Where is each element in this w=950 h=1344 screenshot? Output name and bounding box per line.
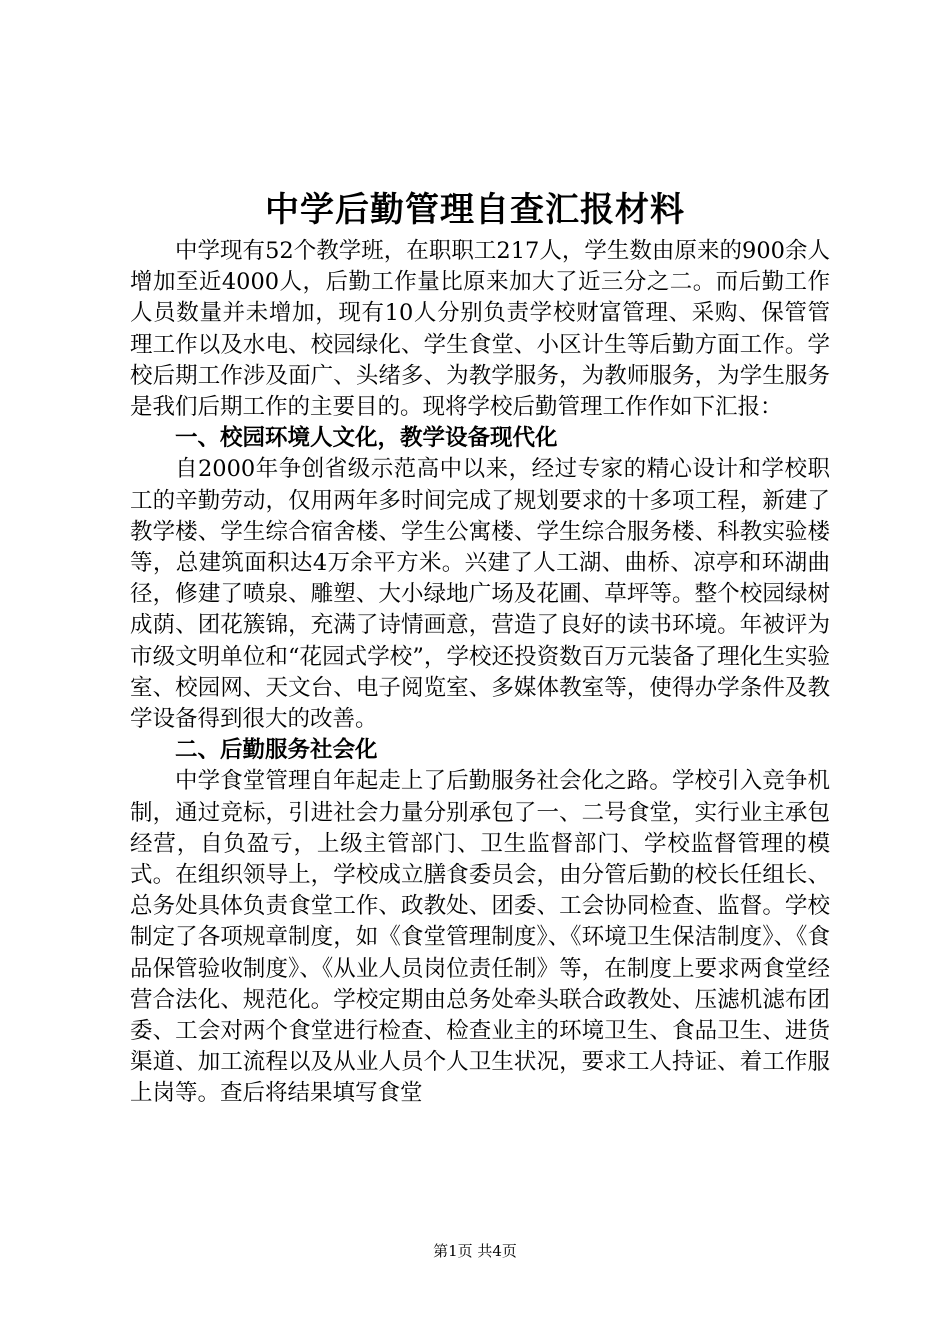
intro-paragraph: 中学现有52个教学班，在职职工217人，学生数由原来的900余人增加至近4000人，后勤工作量比原来加大了近三分之二。而后勤工作人员数量并未增加，现有10人分别负责学校财富管理、采购、保管管理工作以及水电、校园绿化、学生食堂、小区计生等后勤方面工作。学校后期工作涉及面广、头绪多、为教学服务，为教师服务，为学生服务是我们后期工作的主要目的。现将学校后勤管理工作作如下汇报： [130,238,830,421]
page-footer: 第1页 共4页 [433,1242,517,1260]
section-heading-2: 二、后勤服务社会化 [175,737,378,764]
document-title: 中学后勤管理自查汇报材料 [265,190,685,230]
section-heading-1: 一、校园环境人文化，教学设备现代化 [175,425,558,452]
section-paragraph-2: 中学食堂管理自年起走上了后勤服务社会化之路。学校引入竞争机制，通过竞标，引进社会力量分别承包了一、二号食堂，实行业主承包经营，自负盈亏，上级主管部门、卫生监督部门、学校监督管理的模式。在组织领导上，学校成立膳食委员会，由分管后勤的校长任组长、总务处具体负责食堂工作、政教处、团委、工会协同检查、监督。学校制定了各项规章制度，如《食堂管理制度》、《环境卫生保洁制度》、《食品保管验收制度》、《从业人员岗位责任制》等，在制度上要求两食堂经营合法化、规范化。学校定期由总务处牵头联合政教处、压滤机滤布团委、工会对两个食堂进行检查、检查业主的环境卫生、食品卫生、进货渠道、加工流程以及从业人员个人卫生状况，要求工人持证、着工作服上岗等。查后将结果填写食堂 [130,768,830,1107]
document-body [130,236,830,1110]
section-paragraph-1: 自2000年争创省级示范高中以来，经过专家的精心设计和学校职工的辛勤劳动，仅用两年多时间完成了规划要求的十多项工程，新建了教学楼、学生综合宿舍楼、学生公寓楼、学生综合服务楼、科教实验楼等，总建筑面积达4万余平方米。兴建了人工湖、曲桥、凉亭和环湖曲径，修建了喷泉、雕塑、大小绿地广场及花圃、草坪等。整个校园绿树成荫、团花簇锦，充满了诗情画意，营造了良好的读书环境。年被评为市级文明单位和“花园式学校”，学校还投资数百万元装备了理化生实验室、校园网、天文台、电子阅览室、多媒体教室等，使得办学条件及教学设备得到很大的改善。 [130,456,830,733]
